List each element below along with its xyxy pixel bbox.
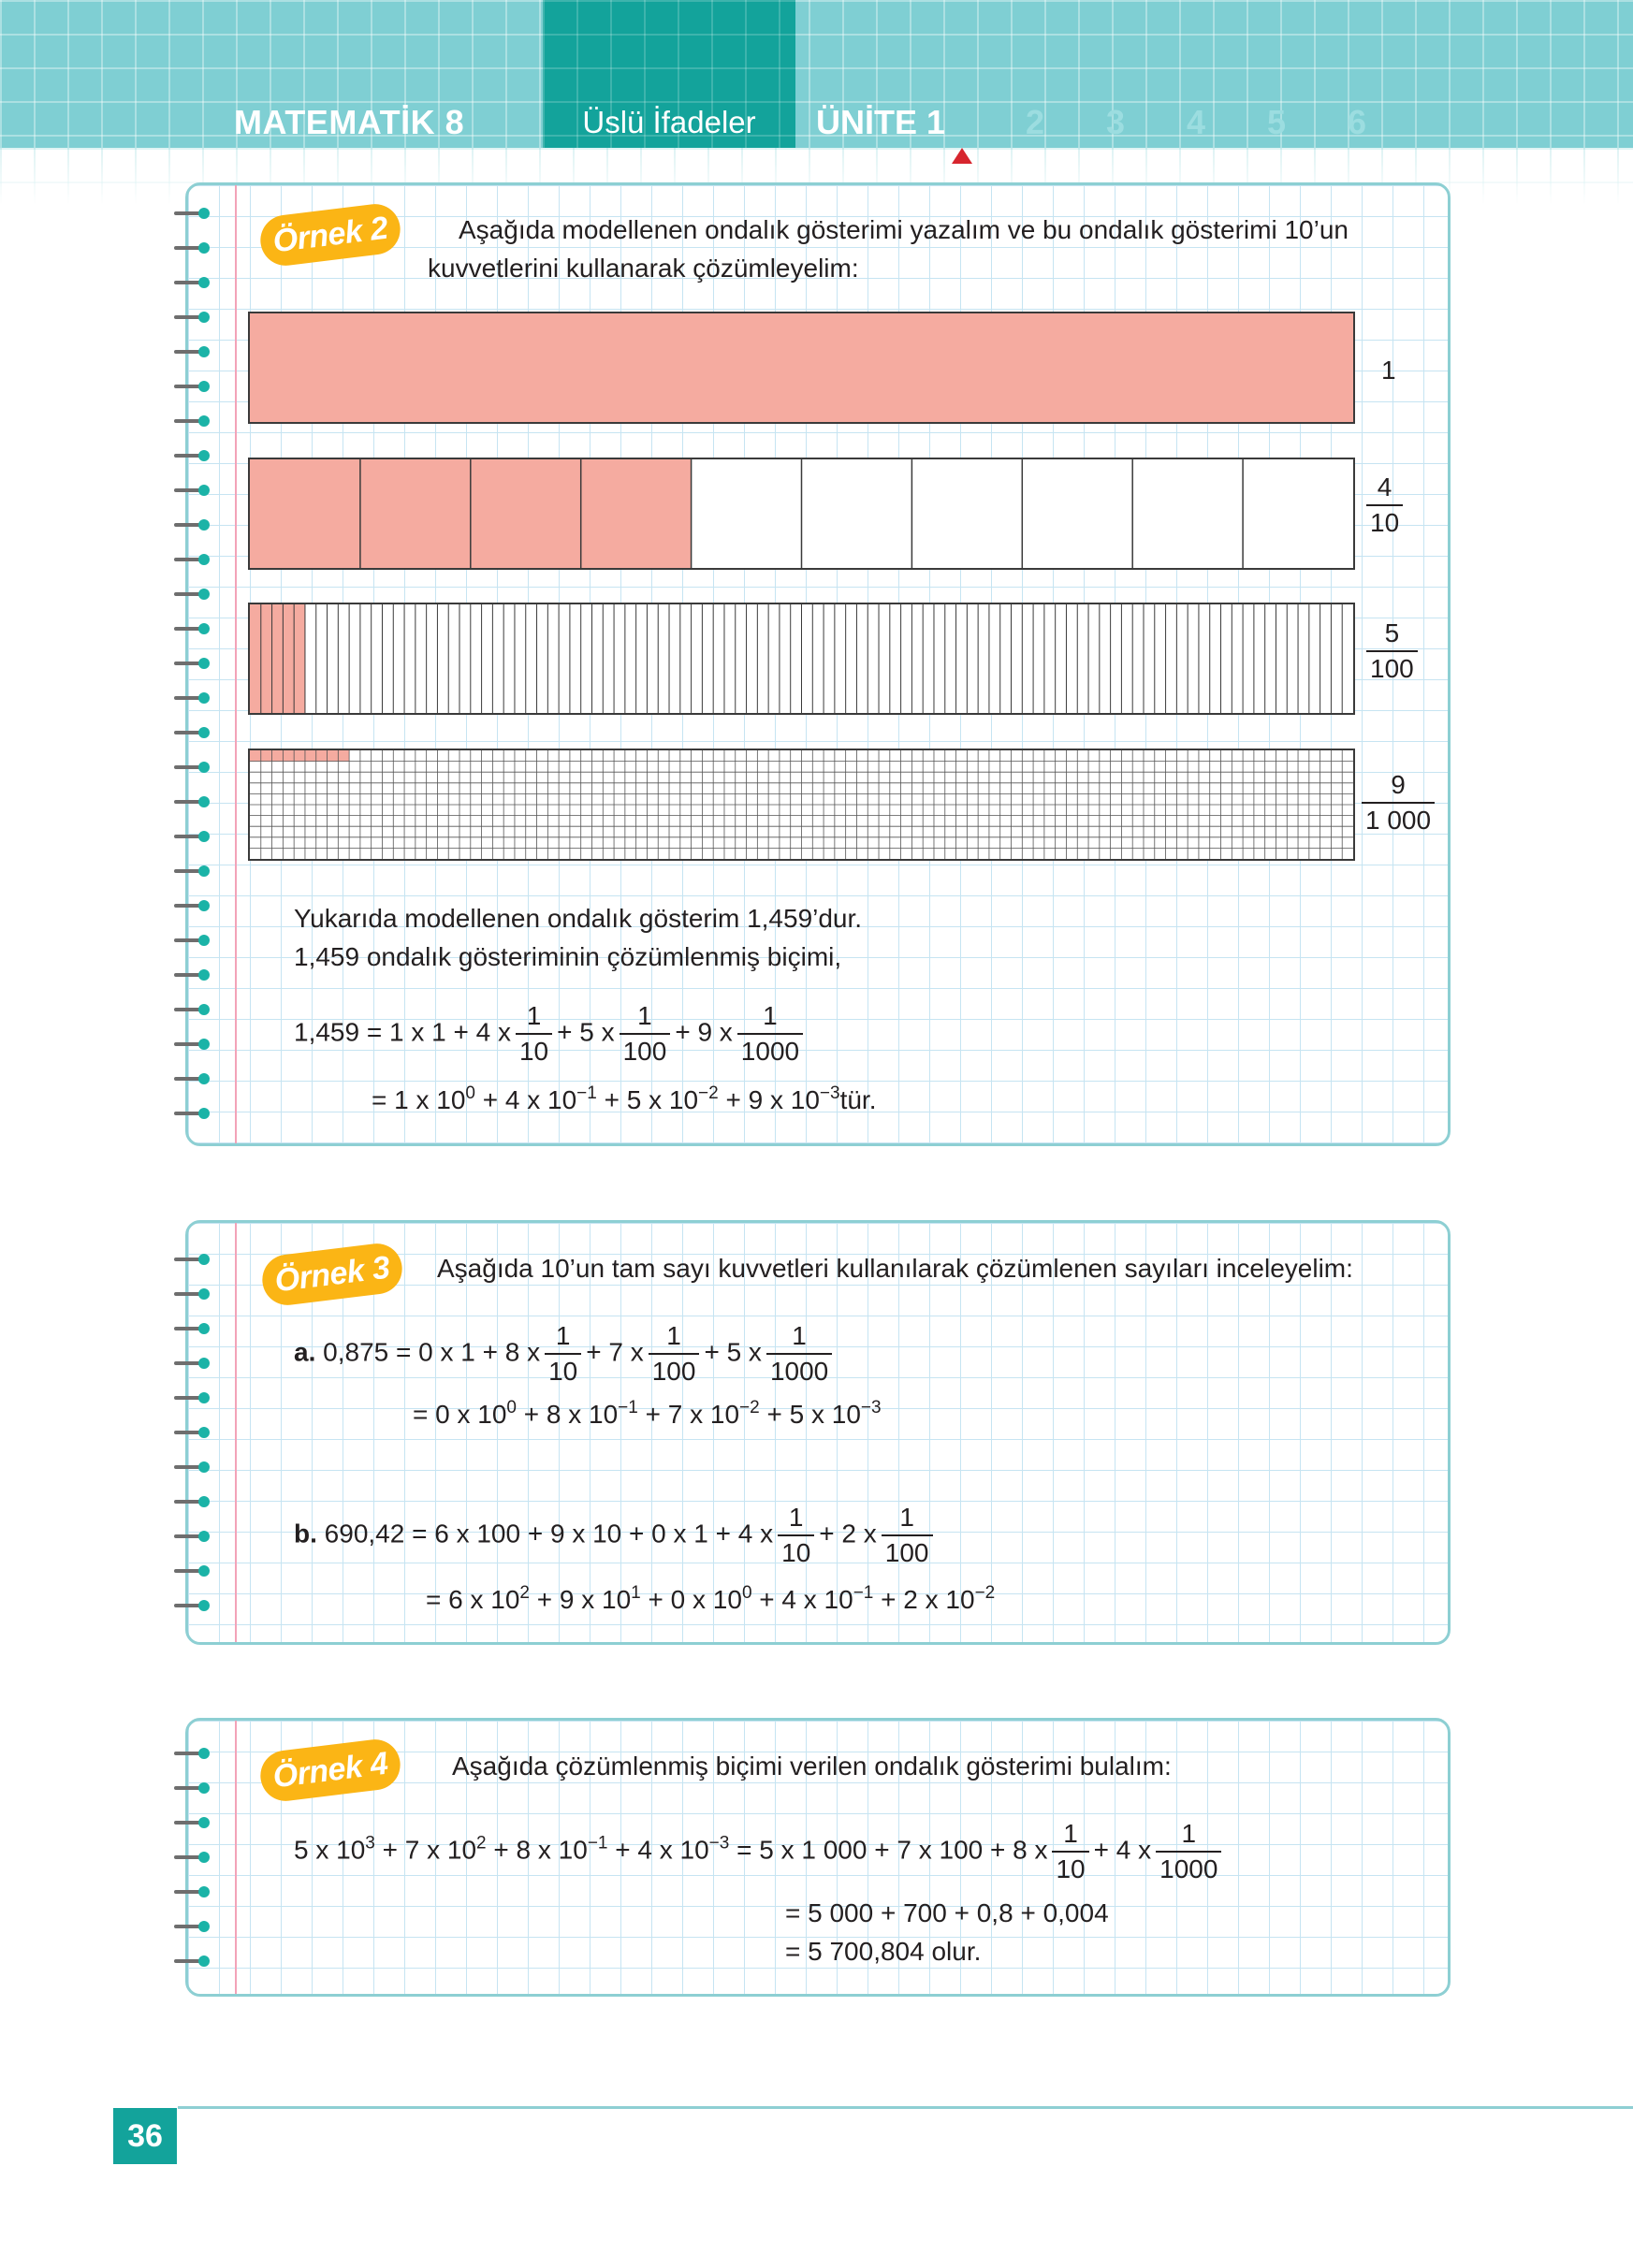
spiral-ring-icon: [174, 1817, 213, 1828]
equation-text: + 4 x 10: [474, 1085, 577, 1114]
spiral-ring-icon: [174, 1288, 213, 1300]
spiral-ring-icon: [174, 485, 213, 496]
equation-text: tür.: [839, 1085, 877, 1114]
spiral-ring-icon: [174, 1427, 213, 1438]
model-svg: [250, 459, 1353, 568]
equation-text: + 9 x: [675, 1017, 733, 1047]
unit-number-5: 5: [1267, 103, 1287, 141]
page-number: 36: [113, 2108, 177, 2164]
equation-text: + 7 x: [586, 1337, 644, 1367]
equation-text: + 4 x 10: [607, 1835, 709, 1865]
fraction-numerator: 1: [620, 1003, 671, 1035]
spiral-ring-icon: [174, 415, 213, 427]
equation-text: = 1 x 10: [372, 1085, 466, 1114]
equation-text: + 2 x: [819, 1519, 877, 1548]
model-tenths: [248, 458, 1355, 570]
spiral-ring-icon: [174, 1254, 213, 1265]
exponent: 2: [476, 1833, 487, 1854]
spiral-ring-icon: [174, 900, 213, 911]
fraction-numerator: 1: [737, 1003, 803, 1035]
fraction-denominator: 1000: [769, 1357, 829, 1386]
fraction-denominator: 10: [1370, 508, 1400, 537]
spiral-ring-icon: [174, 1039, 213, 1050]
spiral-ring-icon: [174, 1073, 213, 1084]
exponent: 0: [506, 1398, 517, 1418]
equation-text: + 4 x 10: [751, 1585, 853, 1614]
unit-number-2: 2: [1026, 103, 1045, 141]
spiral-ring-icon: [174, 519, 213, 531]
equation-text: + 5 x 10: [759, 1400, 861, 1429]
spiral-ring-icon: [174, 1782, 213, 1794]
example-3-b-equation-1: [294, 1505, 938, 1566]
shaded-part: [250, 604, 305, 713]
spiral-ring-icon: [174, 450, 213, 461]
fraction-denominator: 100: [884, 1538, 929, 1567]
example-2-badge: Örnek 2: [257, 201, 402, 269]
example-3-intro: Aşağıda 10’un tam sayı kuvvetleri kullanılarak çözümlenen sayıları inceleyelim:: [437, 1254, 1353, 1283]
exponent: −2: [698, 1083, 719, 1103]
model-svg: [250, 313, 1353, 422]
fraction-numerator: 1: [1156, 1821, 1221, 1853]
exponent: −1: [576, 1083, 597, 1103]
fraction-numerator: 1: [545, 1323, 581, 1355]
equation-text: + 9 x 10: [718, 1085, 820, 1114]
fraction-denominator: 10: [518, 1037, 549, 1066]
spiral-ring-icon: [174, 796, 213, 807]
example-3-badge: Örnek 3: [259, 1241, 404, 1308]
fraction-denominator: 1000: [1159, 1854, 1218, 1883]
example-3-a-equation-1: [294, 1323, 837, 1385]
fraction-denominator: 10: [781, 1538, 811, 1567]
equation-text: = 0 x 10: [413, 1400, 507, 1429]
example-4-badge: Örnek 4: [257, 1737, 402, 1804]
spiral-ring-icon: [174, 865, 213, 877]
exponent: 0: [465, 1083, 475, 1103]
spiral-ring-icon: [174, 1955, 213, 1967]
book-title: MATEMATİK 8: [234, 103, 465, 141]
fraction-denominator: 10: [1056, 1854, 1086, 1883]
spiral-ring-icon: [174, 1392, 213, 1403]
spiral-ring-icon: [174, 1358, 213, 1369]
spiral-ring-icon: [174, 1531, 213, 1542]
equation-text: 5 x 10: [294, 1835, 366, 1865]
spiral-ring-icon: [174, 1004, 213, 1015]
equation-text: + 2 x 10: [873, 1585, 975, 1614]
equation-text: + 8 x 10: [486, 1835, 588, 1865]
spiral-ring-icon: [174, 831, 213, 842]
spiral-ring-icon: [174, 242, 213, 254]
exponent: −1: [618, 1398, 638, 1418]
example-2-equation-1: [294, 1003, 808, 1065]
equation-text: + 9 x 10: [529, 1585, 632, 1614]
spiral-ring-icon: [174, 1565, 213, 1577]
fraction-denominator: 1 000: [1365, 806, 1432, 835]
fraction-denominator: 100: [622, 1037, 667, 1066]
exponent: −3: [819, 1083, 840, 1103]
exponent: −1: [853, 1583, 874, 1603]
spiral-ring-icon: [174, 1600, 213, 1611]
model-hundredths: [248, 603, 1355, 715]
spiral-ring-icon: [174, 589, 213, 600]
spiral-ring-icon: [174, 1496, 213, 1507]
spiral-ring-icon: [174, 935, 213, 946]
fraction-denominator: 100: [651, 1357, 696, 1386]
fraction-numerator: 1: [1052, 1821, 1088, 1853]
equation-text: = 6 x 10: [426, 1585, 520, 1614]
equation-text: + 7 x 10: [374, 1835, 477, 1865]
exponent: −2: [739, 1398, 760, 1418]
shaded-part: [250, 750, 349, 762]
unit-number-6: 6: [1348, 103, 1367, 141]
model-label-thousandths: [1357, 772, 1439, 834]
spiral-ring-icon: [174, 208, 213, 219]
example-2-result-line-1: Yukarıda modellenen ondalık gösterim 1,459’dur.: [294, 904, 863, 933]
shaded-part: [250, 313, 1353, 422]
fraction-numerator: 1: [778, 1505, 814, 1536]
equation-text: + 0 x 10: [640, 1585, 742, 1614]
model-label-hundredths: [1362, 620, 1422, 682]
spiral-ring-icon: [174, 277, 213, 288]
fraction-denominator: 10: [548, 1357, 578, 1386]
spiral-ring-icon: [174, 381, 213, 392]
unit-title: ÜNİTE 1: [816, 103, 946, 141]
exponent: −2: [974, 1583, 996, 1603]
example-2-equation-2: [372, 1082, 876, 1119]
fraction-numerator: 4: [1366, 474, 1403, 506]
spiral-ring-icon: [174, 554, 213, 565]
fraction-denominator: 1000: [740, 1037, 800, 1066]
exponent: 0: [741, 1583, 752, 1603]
equation-text: + 5 x: [557, 1017, 615, 1047]
model-svg: [250, 604, 1353, 713]
example-4-equation-1: [294, 1821, 1226, 1883]
fraction-numerator: 1: [766, 1323, 832, 1355]
exponent: −1: [587, 1833, 608, 1854]
unit-number-3: 3: [1106, 103, 1126, 141]
model-label-tenths: [1362, 474, 1407, 536]
equation-text: + 7 x 10: [637, 1400, 740, 1429]
equation-text: + 5 x: [704, 1337, 762, 1367]
fraction-numerator: 5: [1366, 620, 1418, 652]
model-thousandths: [248, 749, 1355, 861]
fraction-numerator: 9: [1362, 772, 1435, 804]
example-2-intro-line-2: kuvvetlerini kullanarak çözümleyelim:: [428, 254, 859, 283]
exponent: 3: [365, 1833, 375, 1854]
spiral-ring-icon: [174, 1748, 213, 1759]
spiral-ring-icon: [174, 1108, 213, 1119]
model-whole: [248, 312, 1355, 424]
example-4-line-2: = 5 000 + 700 + 0,8 + 0,004: [785, 1898, 1109, 1927]
spiral-ring-icon: [174, 1461, 213, 1473]
equation-text: + 5 x 10: [596, 1085, 699, 1114]
fraction-numerator: 1: [882, 1505, 933, 1536]
spiral-ring-icon: [174, 762, 213, 773]
spiral-ring-icon: [174, 692, 213, 704]
example-3-b-equation-2: [426, 1581, 995, 1619]
example-4-line-3: = 5 700,804 olur.: [785, 1937, 982, 1966]
example-4-intro: Aşağıda çözümlenmiş biçimi verilen ondalık gösterimi bulalım:: [452, 1752, 1172, 1781]
exponent: −3: [860, 1398, 882, 1418]
spiral-ring-icon: [174, 1921, 213, 1932]
fraction-numerator: 1: [516, 1003, 552, 1035]
chapter-title: Üslü İfadeler: [582, 105, 756, 139]
model-svg: [250, 750, 1353, 859]
current-unit-marker-icon: [952, 148, 972, 164]
equation-text: + 4 x: [1093, 1835, 1152, 1865]
example-2-intro-line-1: Aşağıda modellenen ondalık gösterimi yazalım ve bu ondalık gösterimi 10’un: [459, 215, 1349, 244]
equation-text: 0,875 = 0 x 1 + 8 x: [323, 1337, 541, 1367]
unit-number-4: 4: [1187, 103, 1206, 141]
spiral-ring-icon: [174, 727, 213, 738]
model-label-whole: 1: [1381, 356, 1396, 385]
spiral-ring-icon: [174, 346, 213, 357]
example-2-result-line-2: 1,459 ondalık gösteriminin çözümlenmiş biçimi,: [294, 942, 842, 971]
item-label: b.: [294, 1519, 317, 1548]
equation-text: 1,459 = 1 x 1 + 4 x: [294, 1017, 511, 1047]
fraction-numerator: 1: [649, 1323, 700, 1355]
exponent: 1: [631, 1583, 641, 1603]
spiral-ring-icon: [174, 658, 213, 669]
item-label: a.: [294, 1337, 316, 1367]
spiral-ring-icon: [174, 1886, 213, 1897]
example-3-a-equation-2: [413, 1396, 882, 1433]
spiral-ring-icon: [174, 312, 213, 323]
exponent: −3: [708, 1833, 730, 1854]
equation-text: = 5 x 1 000 + 7 x 100 + 8 x: [729, 1835, 1048, 1865]
spiral-ring-icon: [174, 1852, 213, 1863]
spiral-ring-icon: [174, 969, 213, 981]
footer-rule: [178, 2106, 1633, 2109]
spiral-ring-icon: [174, 1323, 213, 1334]
exponent: 2: [519, 1583, 530, 1603]
spiral-ring-icon: [174, 623, 213, 634]
equation-text: 690,42 = 6 x 100 + 9 x 10 + 0 x 1 + 4 x: [324, 1519, 774, 1548]
fraction-denominator: 100: [1370, 654, 1414, 683]
equation-text: + 8 x 10: [516, 1400, 619, 1429]
